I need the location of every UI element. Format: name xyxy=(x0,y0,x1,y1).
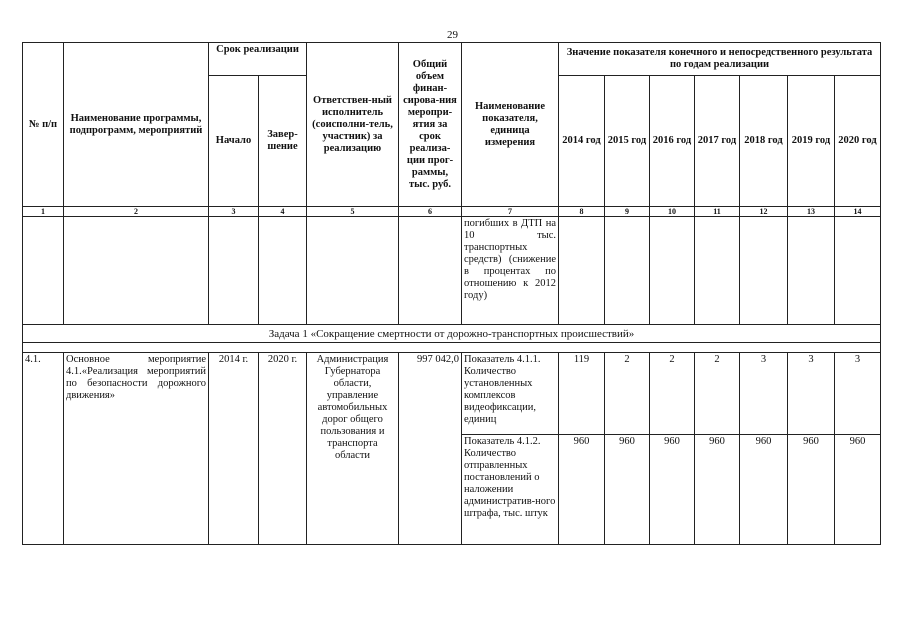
indicator-name: Показатель 4.1.2. Количество отправленных постановлений о наложении административ-ного штрафа, тыс. штук xyxy=(462,435,559,545)
column-number-row xyxy=(23,207,881,217)
year-2017: 2017 год xyxy=(695,76,740,207)
header-executor: Ответствен-ный исполнитель (соисполни-тель, участник) за реализацию xyxy=(307,43,399,207)
measure-name: Основное мероприятие 4.1.«Реализация мероприятий по безопасности дорожного движения» xyxy=(64,353,209,545)
column-number: 6 xyxy=(399,207,462,217)
measure-number: 4.1. xyxy=(23,353,64,545)
indicator-value: 960 xyxy=(788,435,835,545)
indicator-value: 960 xyxy=(605,435,650,545)
column-number: 14 xyxy=(835,207,881,217)
header-no: № п/п xyxy=(23,43,64,207)
column-number: 11 xyxy=(695,207,740,217)
spacer-row xyxy=(23,343,881,353)
measure-funding: 997 042,0 xyxy=(399,353,462,545)
indicator-name: Показатель 4.1.1. Количество установленных комплексов видеофиксации, единиц xyxy=(462,353,559,435)
task-row xyxy=(23,325,881,343)
continuation-indicator-text: погибших в ДТП на 10 тыс. транспортных средств) (снижение в процентах по отношению к 2012 году) xyxy=(462,217,559,325)
column-number: 3 xyxy=(209,207,259,217)
header-funding: Общий объем финан-сирова-ния меропри-ятия за срок реализа-ции прог-раммы, тыс. руб. xyxy=(399,43,462,207)
header-start: Начало xyxy=(209,76,259,207)
column-number: 2 xyxy=(64,207,209,217)
continuation-row xyxy=(23,217,881,325)
indicator-value: 960 xyxy=(740,435,788,545)
column-number: 5 xyxy=(307,207,399,217)
header-end: Завер-шение xyxy=(259,76,307,207)
indicator-value: 3 xyxy=(740,353,788,435)
column-number: 10 xyxy=(650,207,695,217)
page-number: 29 xyxy=(447,29,458,41)
year-2015: 2015 год xyxy=(605,76,650,207)
column-number: 9 xyxy=(605,207,650,217)
header-values: Значение показателя конечного и непосредственного результата по годам реализации xyxy=(559,43,881,76)
indicator-value: 3 xyxy=(835,353,881,435)
column-number: 8 xyxy=(559,207,605,217)
indicator-value: 119 xyxy=(559,353,605,435)
column-number: 13 xyxy=(788,207,835,217)
year-2020: 2020 год xyxy=(835,76,881,207)
year-2018: 2018 год xyxy=(740,76,788,207)
indicator-value: 960 xyxy=(559,435,605,545)
measure-executor: Администрация Губернатора области, управление автомобильных дорог общего пользования и транспорта области xyxy=(307,353,399,545)
year-2016: 2016 год xyxy=(650,76,695,207)
measure-end: 2020 г. xyxy=(259,353,307,545)
indicator-value: 2 xyxy=(605,353,650,435)
indicator-value: 3 xyxy=(788,353,835,435)
indicator-value: 960 xyxy=(695,435,740,545)
measure-start: 2014 г. xyxy=(209,353,259,545)
column-number: 7 xyxy=(462,207,559,217)
indicator-value: 960 xyxy=(650,435,695,545)
indicator-value: 2 xyxy=(650,353,695,435)
year-2014: 2014 год xyxy=(559,76,605,207)
indicator-value: 960 xyxy=(835,435,881,545)
column-number: 1 xyxy=(23,207,64,217)
header-term: Срок реализации xyxy=(209,43,307,76)
column-number: 4 xyxy=(259,207,307,217)
task-title: Задача 1 «Сокращение смертности от дорожно-транспортных происшествий» xyxy=(23,325,881,343)
measure-row xyxy=(23,353,881,435)
column-number: 12 xyxy=(740,207,788,217)
indicator-value: 2 xyxy=(695,353,740,435)
header-name: Наименование программы, подпрограмм, мероприятий xyxy=(64,43,209,207)
year-2019: 2019 год xyxy=(788,76,835,207)
program-table xyxy=(22,42,881,545)
header-indicator: Наименование показателя, единица измерения xyxy=(462,43,559,207)
